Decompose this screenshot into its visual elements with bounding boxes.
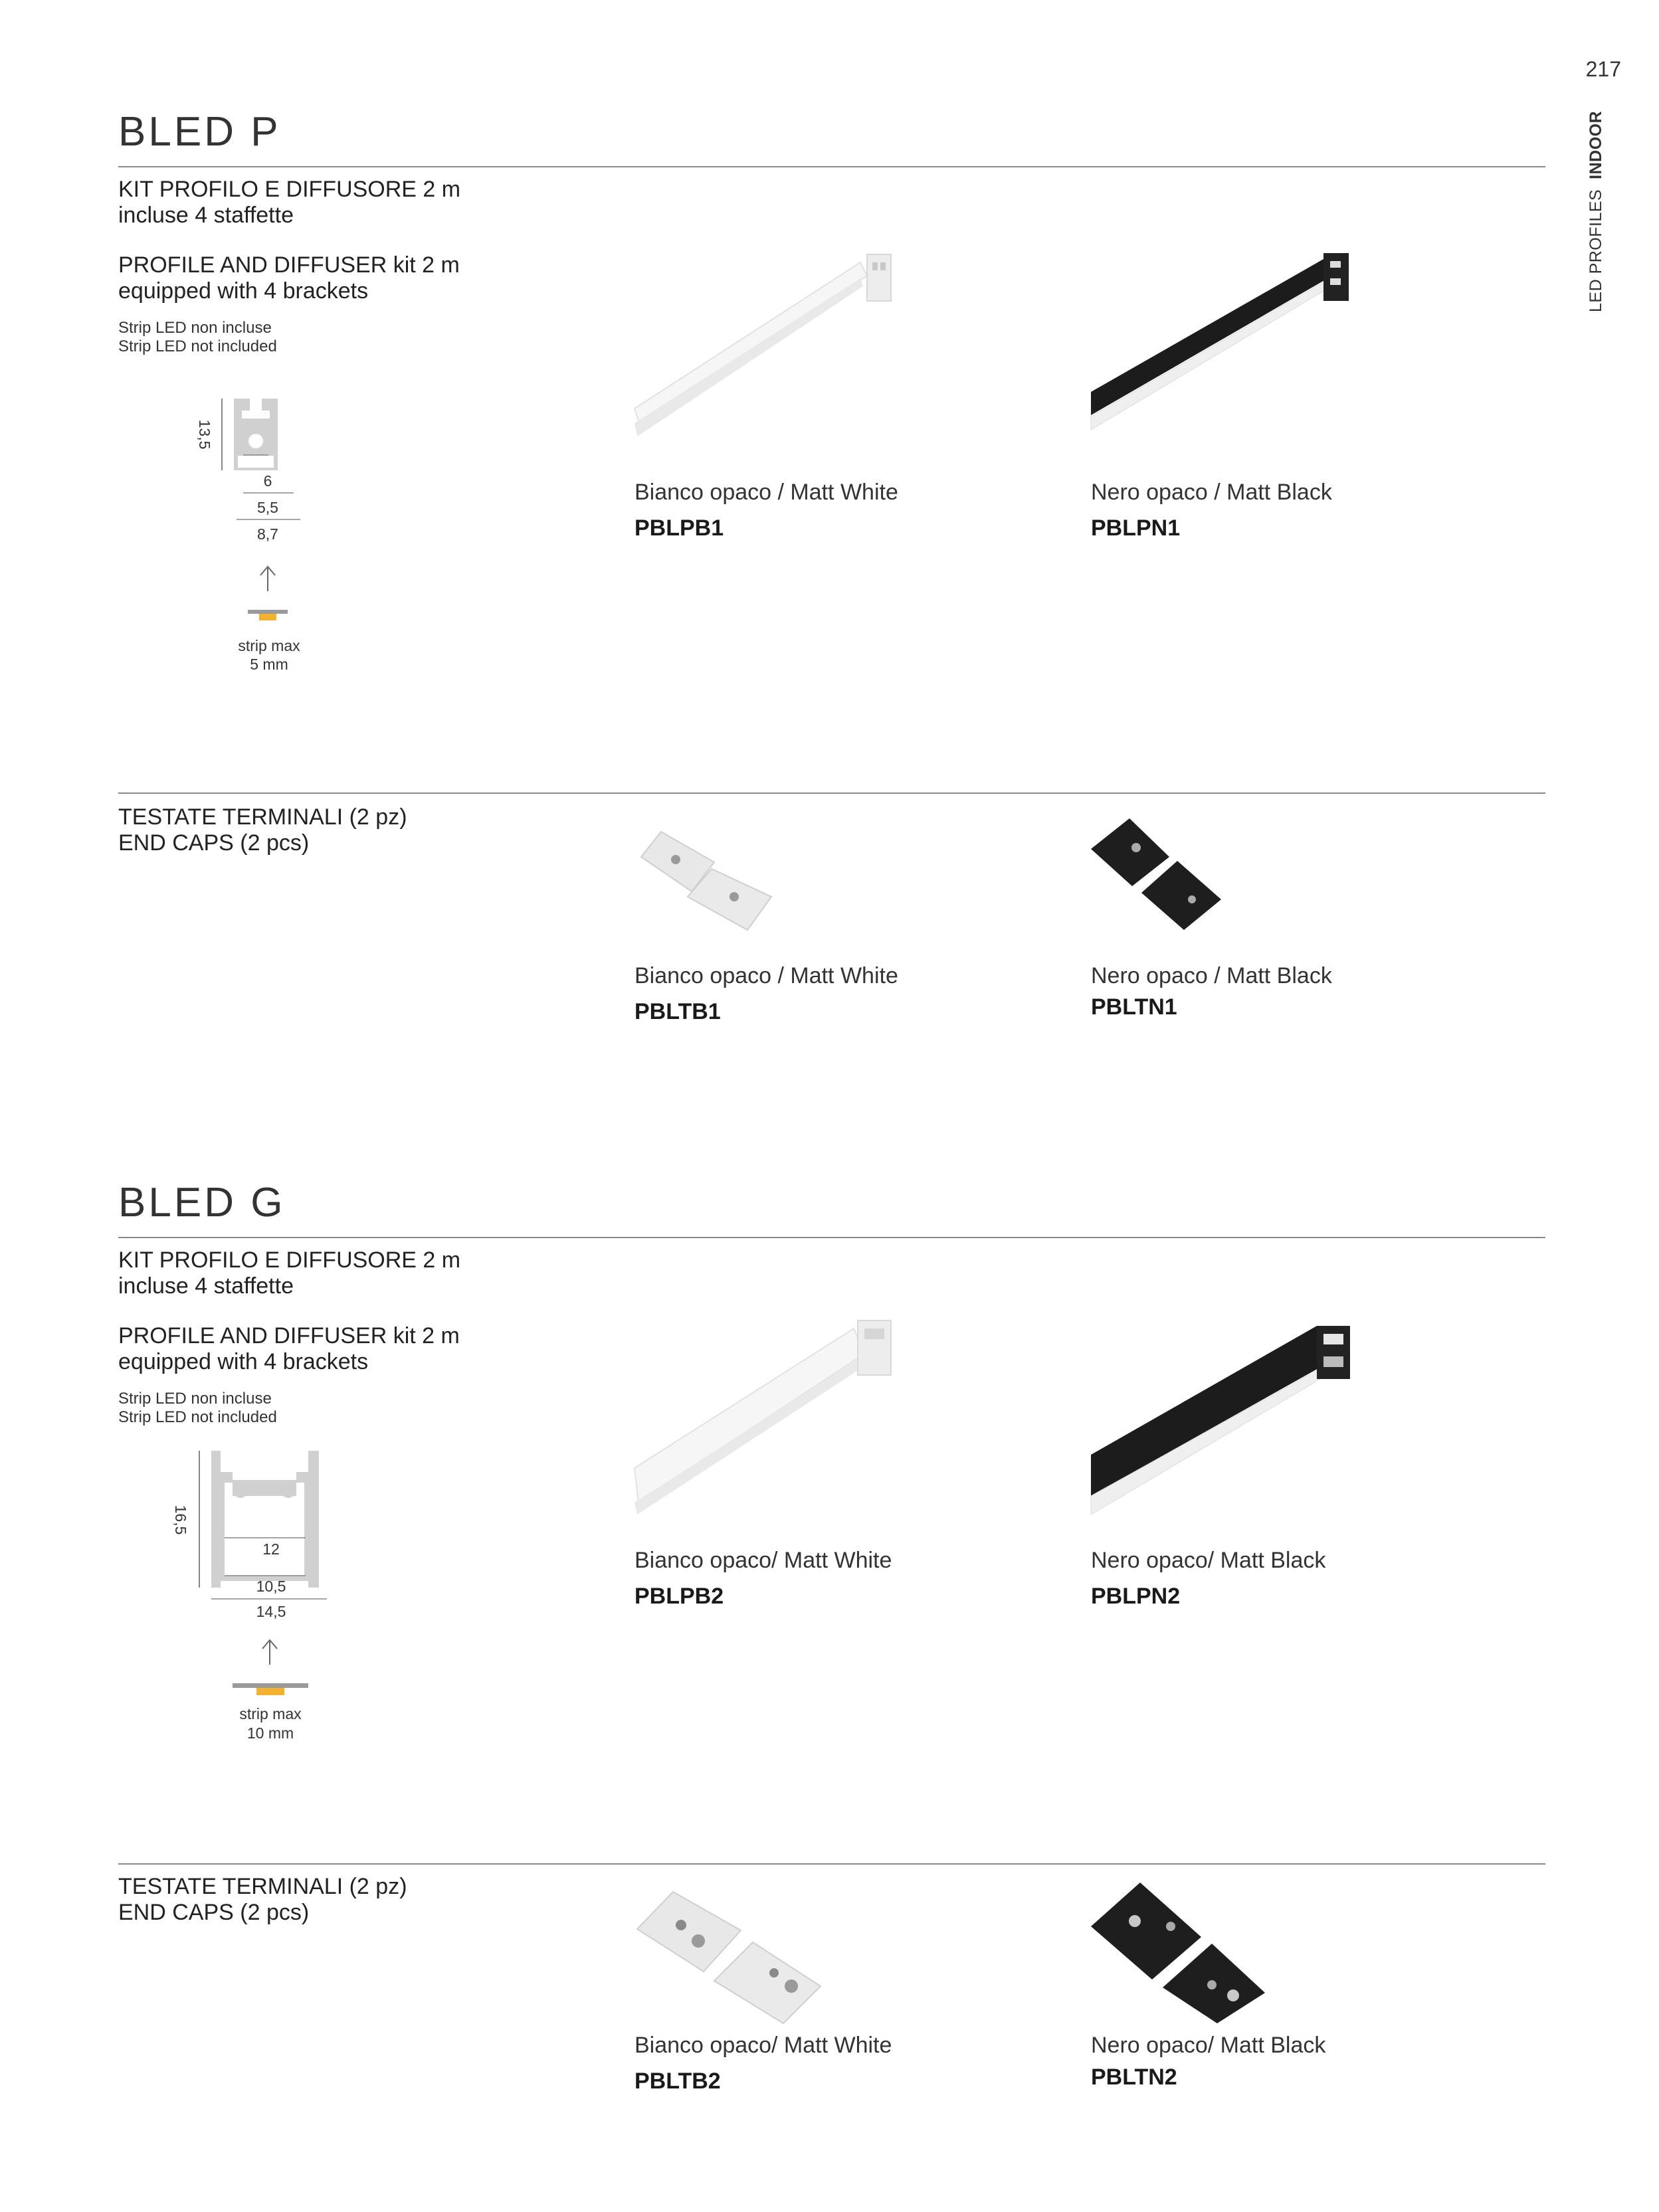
profile-white-caption: Bianco opaco/ Matt White: [634, 1548, 892, 1573]
kit-description-en: [118, 1323, 460, 1375]
strip-note: [118, 319, 277, 356]
profile-section-drawing: [186, 392, 345, 684]
dim-height: 16,5: [172, 1505, 189, 1535]
note-line: Strip LED non incluse: [118, 319, 272, 337]
kit-line: PROFILE AND DIFFUSER kit 2 m: [118, 1323, 460, 1348]
led-strip-icon: [233, 1683, 308, 1695]
side-section-label: [1587, 111, 1606, 312]
kit-line: KIT PROFILO E DIFFUSORE 2 m: [118, 1247, 461, 1273]
profile-black-image: [1091, 1322, 1370, 1528]
kit-line: equipped with 4 brackets: [118, 278, 369, 304]
page-number: 217: [1585, 57, 1621, 81]
strip-max-value: 10 mm: [246, 1724, 294, 1742]
end-caps-white-code: PBLTB1: [634, 999, 721, 1024]
arrow-up-icon: [262, 1640, 277, 1665]
side-label-normal: LED PROFILES: [1587, 189, 1605, 312]
kit-description-it: [118, 177, 460, 229]
end-caps-white-caption: Bianco opaco/ Matt White: [634, 2033, 892, 2058]
profile-white-code: PBLPB2: [634, 1584, 724, 1609]
caps-line: END CAPS (2 pcs): [118, 830, 310, 856]
profile-white-image: [634, 1315, 914, 1528]
dim-outer: 8,7: [257, 525, 278, 543]
strip-max-label: strip max: [238, 637, 300, 654]
profile-white-code: PBLPB1: [634, 515, 724, 541]
end-caps-black-code: PBLTN2: [1091, 2065, 1177, 2090]
note-line: Strip LED not included: [118, 337, 277, 355]
end-caps-black-image: [1091, 1880, 1290, 2026]
end-caps-white-code: PBLTB2: [634, 2069, 721, 2094]
profile-black-code: PBLPN1: [1091, 515, 1181, 541]
end-caps-black-code: PBLTN1: [1091, 994, 1177, 1020]
end-caps-white-image: [634, 1887, 834, 2026]
end-caps-white-caption: Bianco opaco / Matt White: [634, 963, 898, 988]
kit-line: incluse 4 staffette: [118, 1273, 294, 1299]
led-strip-icon: [248, 610, 288, 620]
profile-black-image: [1091, 249, 1370, 448]
profile-white-caption: Bianco opaco / Matt White: [634, 480, 898, 505]
dim-height: 13,5: [196, 419, 213, 450]
caps-line: END CAPS (2 pcs): [118, 1900, 310, 1925]
profile-black-code: PBLPN2: [1091, 1584, 1181, 1609]
dim-inner: 12: [262, 1540, 280, 1558]
strip-max-label: strip max: [239, 1705, 302, 1722]
end-caps-black-caption: Nero opaco/ Matt Black: [1091, 2033, 1326, 2058]
end-caps-description: [118, 804, 407, 856]
end-caps-black-image: [1091, 817, 1250, 943]
kit-line: incluse 4 staffette: [118, 203, 294, 228]
caps-line: TESTATE TERMINALI (2 pz): [118, 804, 407, 830]
section-divider: [118, 1863, 1545, 1865]
dim-mid: 10,5: [256, 1578, 286, 1595]
strip-max-value: 5 mm: [250, 656, 288, 673]
arrow-up-icon: [260, 567, 275, 591]
note-line: Strip LED not included: [118, 1408, 277, 1426]
strip-note: [118, 1390, 277, 1427]
side-label-bold: INDOOR: [1587, 110, 1605, 179]
section-divider: [118, 792, 1545, 794]
dim-inner: 6: [263, 472, 272, 490]
dim-mid: 5,5: [257, 499, 278, 516]
profile-section-drawing: [159, 1448, 359, 1754]
section-title: BLED P: [118, 109, 281, 155]
kit-description-it: [118, 1247, 460, 1299]
end-caps-black-caption: Nero opaco / Matt Black: [1091, 963, 1332, 988]
kit-line: KIT PROFILO E DIFFUSORE 2 m: [118, 177, 461, 202]
profile-white-image: [634, 249, 914, 448]
kit-line: equipped with 4 brackets: [118, 1349, 369, 1374]
profile-black-caption: Nero opaco / Matt Black: [1091, 480, 1332, 505]
section-divider: [118, 1237, 1545, 1238]
end-caps-description: [118, 1874, 407, 1926]
note-line: Strip LED non incluse: [118, 1390, 272, 1408]
section-divider: [118, 166, 1545, 167]
kit-line: PROFILE AND DIFFUSER kit 2 m: [118, 252, 460, 278]
dim-outer: 14,5: [256, 1603, 286, 1620]
section-title: BLED G: [118, 1180, 286, 1226]
kit-description-en: [118, 252, 460, 304]
end-caps-white-image: [634, 830, 794, 950]
caps-line: TESTATE TERMINALI (2 pz): [118, 1874, 407, 1899]
profile-black-caption: Nero opaco/ Matt Black: [1091, 1548, 1326, 1573]
